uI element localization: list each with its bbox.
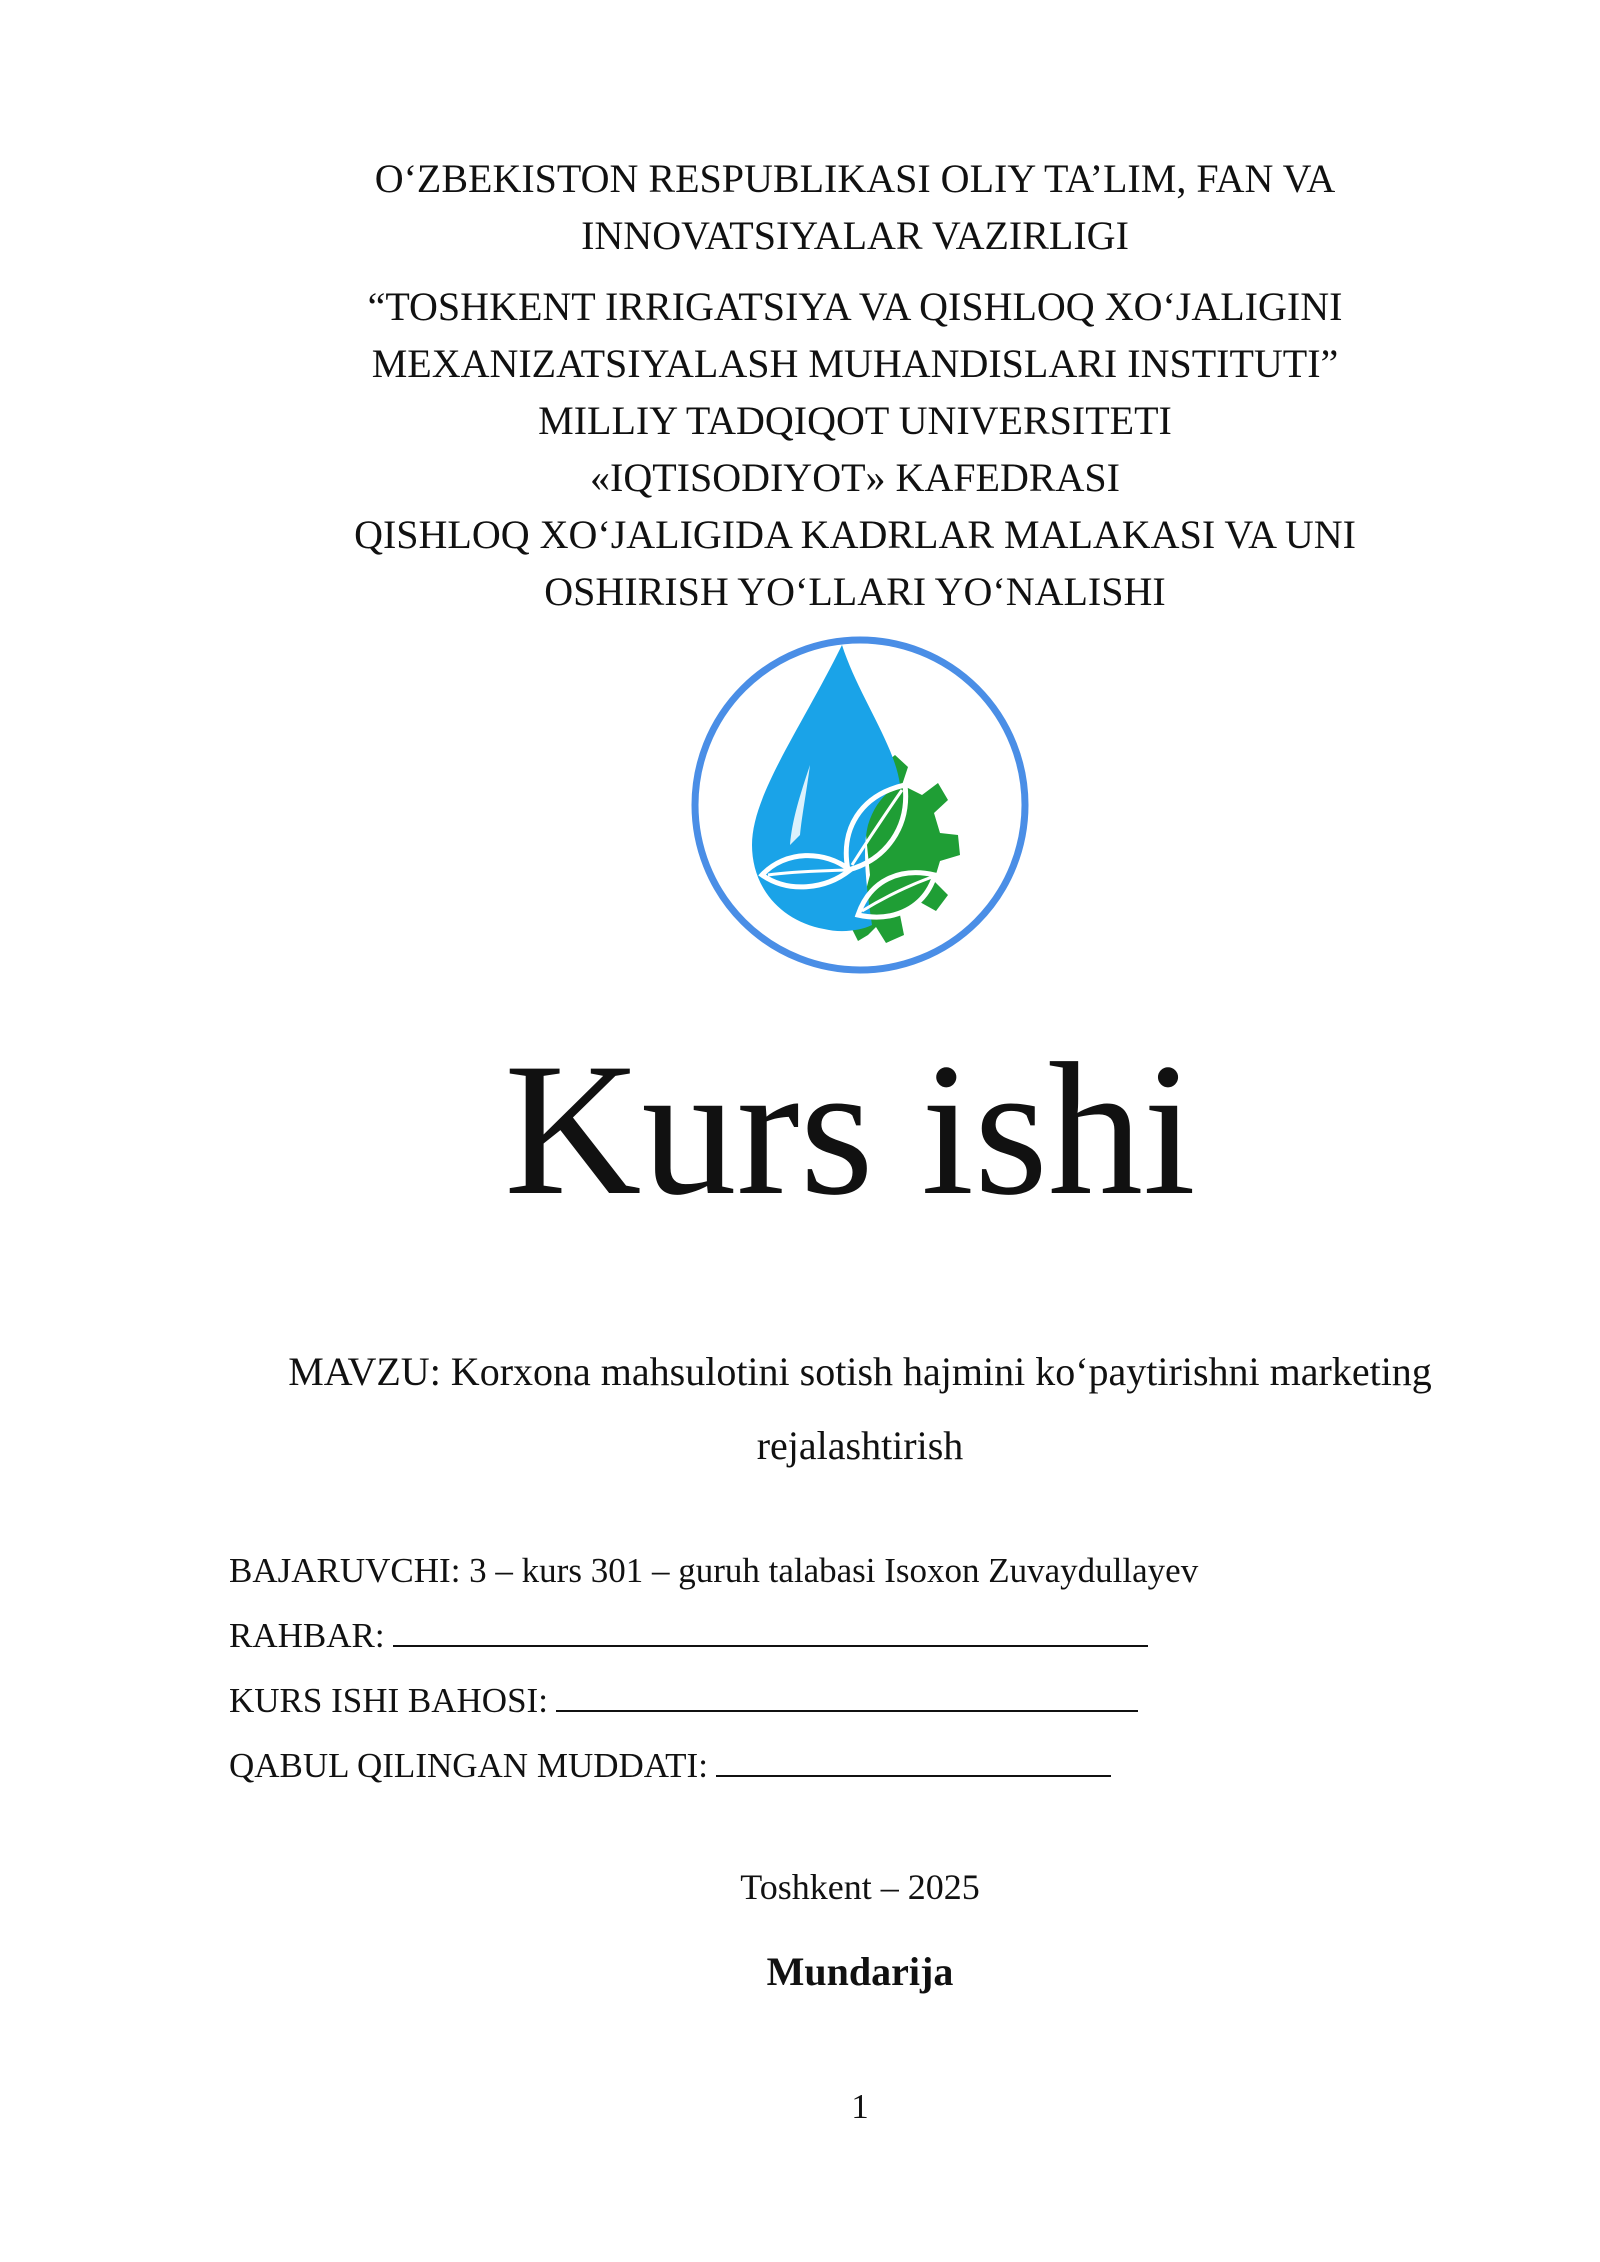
grade-label: KURS ISHI BAHOSI: (229, 1681, 548, 1720)
university-logo (690, 635, 1030, 975)
water-drop-leaf-gear-logo-icon (690, 635, 1030, 975)
accepted-label: QABUL QILINGAN MUDDATI: (229, 1746, 708, 1785)
ministry-line-1: O‘ZBEKISTON RESPUBLIKASI OLIY TA’LIM, FAN VA (374, 156, 1336, 201)
institute-line-2: MEXANIZATSIYALASH MUHANDISLARI INSTITUTI” (371, 341, 1339, 386)
author-info (229, 1538, 1198, 1798)
supervisor-line (229, 1603, 1198, 1668)
performer-line: BAJARUVCHI: 3 – kurs 301 – guruh talabasi Isoxon Zuvaydullayev (229, 1551, 1199, 1590)
supervisor-blank (393, 1615, 1148, 1647)
institute-line-1: “TOSHKENT IRRIGATSIYA VA QISHLOQ XO‘JALIGINI (367, 284, 1343, 329)
accepted-line (229, 1733, 1198, 1798)
topic-line-2: rejalashtirish (756, 1423, 964, 1468)
department-name: «IQTISODIYOT» KAFEDRASI (590, 455, 1120, 500)
grade-line (229, 1668, 1198, 1733)
contents-heading: Mundarija (766, 1949, 954, 1994)
direction-line-1: QISHLOQ XO‘JALIGIDA KADRLAR MALAKASI VA UNI (354, 512, 1356, 557)
page-number: 1 (851, 2087, 869, 2126)
supervisor-label: RAHBAR: (229, 1616, 385, 1655)
ministry-line-2: INNOVATSIYALAR VAZIRLIGI (581, 213, 1129, 258)
university-name: MILLIY TADQIQOT UNIVERSITETI (538, 398, 1172, 443)
topic (210, 1335, 1510, 1483)
accepted-blank (716, 1745, 1111, 1777)
city-year: Toshkent – 2025 (740, 1867, 980, 1907)
direction-line-2: OSHIRISH YO‘LLARI YO‘NALISHI (544, 569, 1166, 614)
document-title: Kurs ishi (504, 1025, 1196, 1235)
topic-line-1: MAVZU: Korxona mahsulotini sotish hajmini ko‘paytirishni marketing (288, 1349, 1432, 1394)
title-page-header (280, 150, 1430, 620)
grade-blank (556, 1680, 1138, 1712)
